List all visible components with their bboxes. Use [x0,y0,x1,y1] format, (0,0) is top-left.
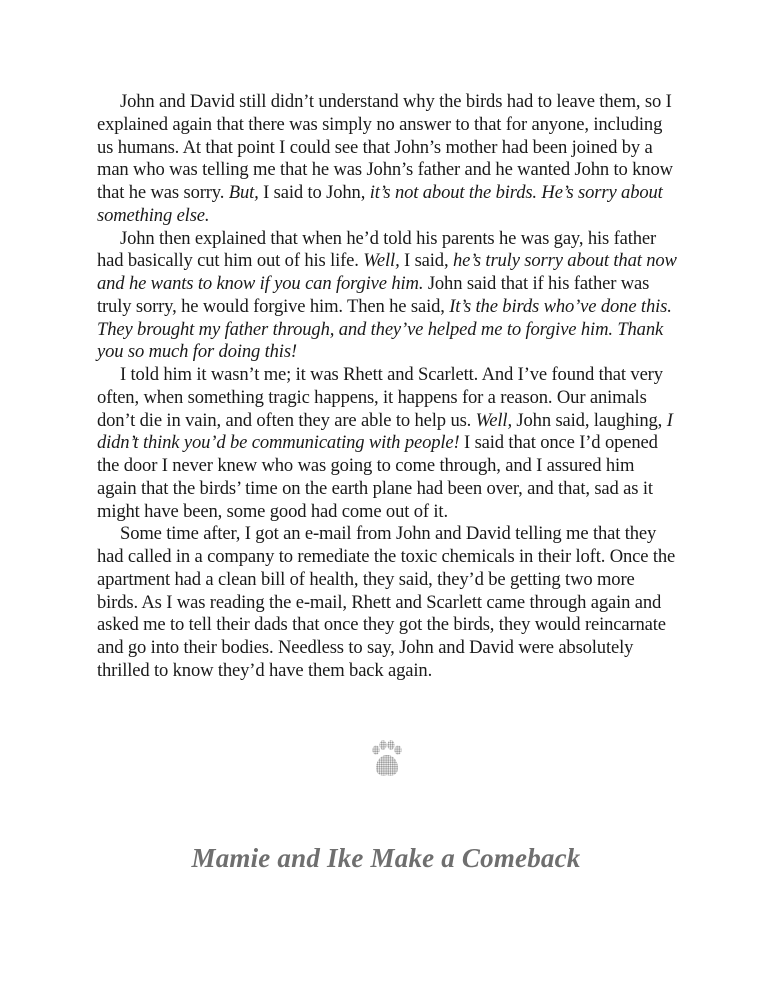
text-run: I said that once I’d opened the door I never knew who was going to come through, and I assured him again that the birds’ time on the earth plane had been over, and that, sad as it might have been, some good had come out of it. [97,432,658,522]
text-run: I said, [399,250,453,272]
paragraph [97,91,677,228]
chapter-title: Mamie and Ike Make a Comeback [191,843,581,873]
paragraph [97,228,677,365]
italic-text-run: Well, [363,250,400,272]
paw-print-icon [363,737,409,783]
text-run: I said to John, [258,182,370,203]
text-run: Some time after, I got an e-mail from John and David telling me that they had called in a company to remediate the toxic chemicals in their loft. Once the apartment had a clean bill of health, they said, they’d be getting two more birds. As I was reading the e-mail, Rhett and Scarlett came through again and asked me to tell their dads that once they got the birds, they would reincarnate and go into their bodies. Needless to say, John and David were absolutely thrilled to know they’d have them back again. [97,523,676,681]
text-run: John said that if his father was truly sorry, he would forgive him. Then he said, [97,273,650,317]
paragraph [97,523,677,682]
italic-text-run: It’s the birds who’ve done this. They brought my father through, and they’ve helped me to forgive him. Thank you so much for doing this! [97,295,672,363]
paragraph [97,364,677,523]
italic-text-run: Well, [475,409,512,431]
text-run: John then explained that when he’d told his parents he was gay, his father had basically cut him out of his life. [97,227,657,272]
italic-text-run: I didn’t think you’d be communicating with people! [97,409,673,454]
text-run: John and David still didn’t understand why the birds had to leave them, so I explained again that there was simply no answer to that for anyone, including us humans. At that point I could see that John’s mother had been joined by a man who was telling me that he was John’s father and he wanted John to know that he was sorry. [97,91,673,203]
text-run: John said, laughing, [511,409,667,431]
body-text [97,91,677,683]
italic-text-run: he’s truly sorry about that now and he wants to know if you can forgive him. [97,250,677,294]
italic-text-run: it’s not about the birds. He’s sorry about something else. [97,182,663,226]
text-run: I told him it wasn’t me; it was Rhett and Scarlett. And I’ve found that very often, when something tragic happens, it happens for a reason. Our animals don’t die in vain, and often they are able to help us. [97,364,663,431]
italic-text-run: But, [228,182,259,203]
